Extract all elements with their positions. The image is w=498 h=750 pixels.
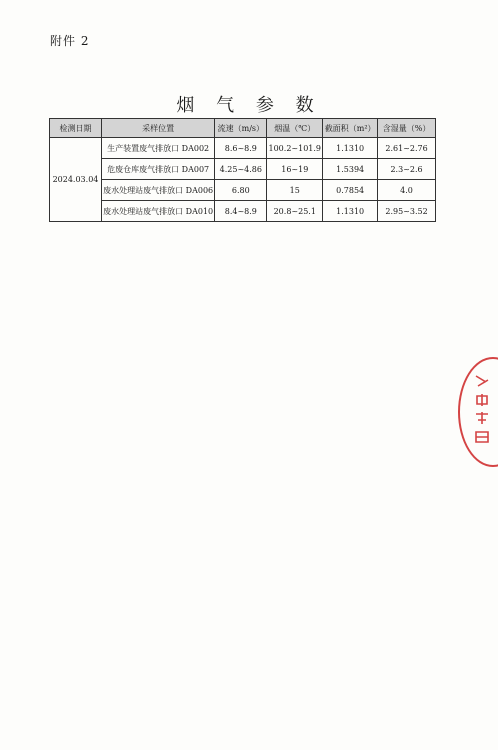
page-title: 烟 气 参 数 [176, 95, 322, 116]
cell-moisture: 2.95~3.52 [378, 201, 436, 222]
cell-location: 废水处理站废气排放口 DA006 [101, 180, 214, 201]
cell-location: 生产装置废气排放口 DA002 [101, 138, 214, 159]
flue-gas-parameter-table [49, 118, 436, 222]
table-row [50, 159, 436, 180]
cell-area: 1.1310 [323, 201, 378, 222]
header-temperature: 烟温（℃） [267, 119, 323, 138]
header-area: 截面积（m²） [323, 119, 378, 138]
cell-moisture: 2.3~2.6 [378, 159, 436, 180]
sampling-date: 2024.03.04 [50, 138, 102, 222]
seal-characters-mark [472, 372, 492, 452]
cell-location: 危废仓库废气排放口 DA007 [101, 159, 214, 180]
cell-moisture: 2.61~2.76 [378, 138, 436, 159]
cell-temperature: 20.8~25.1 [267, 201, 323, 222]
cell-velocity: 6.80 [215, 180, 267, 201]
cell-temperature: 100.2~101.9 [267, 138, 323, 159]
cell-area: 1.1310 [323, 138, 378, 159]
cell-velocity: 4.25~4.86 [215, 159, 267, 180]
table-row [50, 180, 436, 201]
table-row [50, 138, 436, 159]
header-velocity: 流速（m/s） [215, 119, 267, 138]
header-location: 采样位置 [101, 119, 214, 138]
cell-velocity: 8.4~8.9 [215, 201, 267, 222]
table-row [50, 201, 436, 222]
cell-area: 0.7854 [323, 180, 378, 201]
attachment-label: 附件 2 [50, 34, 90, 48]
table-header-row [50, 119, 436, 138]
header-moisture: 含湿量（%） [378, 119, 436, 138]
cell-area: 1.5394 [323, 159, 378, 180]
cell-velocity: 8.6~8.9 [215, 138, 267, 159]
cell-location: 废水处理站废气排放口 DA010 [101, 201, 214, 222]
cell-temperature: 16~19 [267, 159, 323, 180]
header-date: 检测日期 [50, 119, 102, 138]
cell-moisture: 4.0 [378, 180, 436, 201]
cell-temperature: 15 [267, 180, 323, 201]
